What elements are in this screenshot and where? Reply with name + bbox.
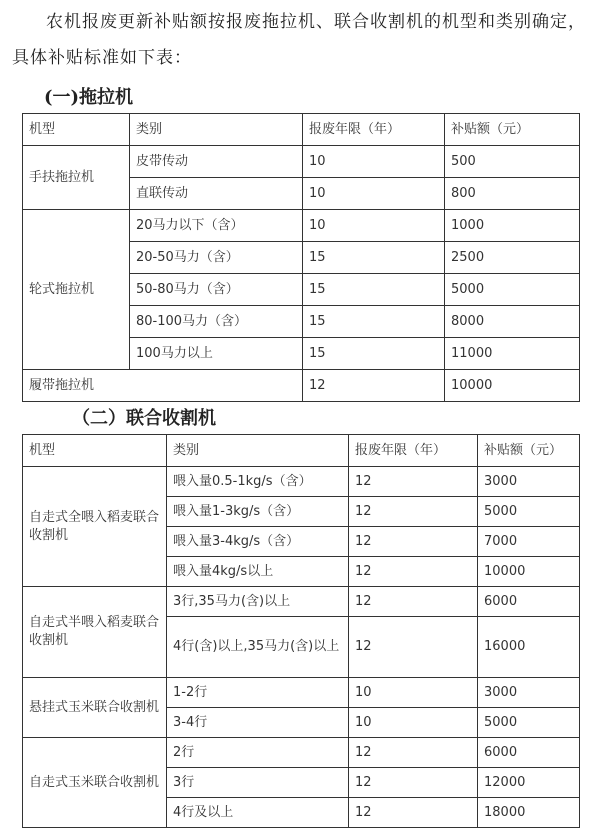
tractor-subsidy-table	[22, 113, 580, 402]
table-header-row	[23, 114, 580, 146]
model-cell: 履带拖拉机	[23, 370, 303, 402]
subsidy-cell: 3000	[478, 467, 580, 497]
category-cell: 80-100马力（含）	[130, 306, 303, 338]
years-cell: 12	[349, 768, 478, 798]
years-cell: 10	[349, 678, 478, 708]
category-cell: 喂入量0.5-1kg/s（含）	[167, 467, 349, 497]
years-cell: 12	[349, 467, 478, 497]
years-cell: 12	[349, 587, 478, 617]
tractor-section-title: (一)拖拉机	[44, 87, 134, 108]
category-cell: 2行	[167, 738, 349, 768]
subsidy-cell: 11000	[445, 338, 580, 370]
category-cell: 3行	[167, 768, 349, 798]
table-header-row	[23, 435, 580, 467]
subsidy-cell: 1000	[445, 210, 580, 242]
years-cell: 15	[303, 274, 445, 306]
years-cell: 15	[303, 306, 445, 338]
subsidy-cell: 10000	[478, 557, 580, 587]
table-row	[23, 210, 580, 242]
category-cell: 4行及以上	[167, 798, 349, 828]
table-row	[23, 678, 580, 708]
harvester-subsidy-table	[22, 434, 580, 828]
subsidy-cell: 7000	[478, 527, 580, 557]
header-model: 机型	[23, 114, 130, 146]
model-cell: 手扶拖拉机	[23, 146, 130, 210]
category-cell: 3-4行	[167, 708, 349, 738]
table-row	[23, 738, 580, 768]
years-cell: 12	[349, 557, 478, 587]
harvester-section-title: （二）联合收割机	[72, 408, 216, 429]
years-cell: 12	[349, 617, 478, 678]
model-cell: 自走式半喂入稻麦联合收割机	[23, 587, 167, 678]
subsidy-cell: 5000	[478, 708, 580, 738]
intro-paragraph: 农机报废更新补贴额按报废拖拉机、联合收割机的机型和类别确定，具体补贴标准如下表：	[12, 12, 586, 68]
subsidy-cell: 3000	[478, 678, 580, 708]
model-cell: 悬挂式玉米联合收割机	[23, 678, 167, 738]
category-cell: 20马力以下（含）	[130, 210, 303, 242]
header-category: 类别	[130, 114, 303, 146]
years-cell: 12	[349, 497, 478, 527]
category-cell: 直联传动	[130, 178, 303, 210]
years-cell: 12	[349, 738, 478, 768]
header-years: 报废年限（年）	[303, 114, 445, 146]
model-cell: 轮式拖拉机	[23, 210, 130, 370]
years-cell: 10	[303, 178, 445, 210]
header-years: 报废年限（年）	[349, 435, 478, 467]
category-cell: 皮带传动	[130, 146, 303, 178]
table-row	[23, 146, 580, 178]
header-subsidy: 补贴额（元）	[445, 114, 580, 146]
subsidy-cell: 5000	[478, 497, 580, 527]
subsidy-cell: 6000	[478, 738, 580, 768]
subsidy-cell: 800	[445, 178, 580, 210]
category-cell: 喂入量4kg/s以上	[167, 557, 349, 587]
years-cell: 10	[349, 708, 478, 738]
years-cell: 12	[303, 370, 445, 402]
category-cell: 100马力以上	[130, 338, 303, 370]
subsidy-cell: 500	[445, 146, 580, 178]
years-cell: 15	[303, 338, 445, 370]
subsidy-cell: 8000	[445, 306, 580, 338]
category-cell: 4行(含)以上,35马力(含)以上	[167, 617, 349, 678]
table-row	[23, 587, 580, 617]
subsidy-cell: 5000	[445, 274, 580, 306]
subsidy-cell: 12000	[478, 768, 580, 798]
subsidy-cell: 2500	[445, 242, 580, 274]
years-cell: 12	[349, 798, 478, 828]
header-model: 机型	[23, 435, 167, 467]
years-cell: 10	[303, 210, 445, 242]
category-cell: 3行,35马力(含)以上	[167, 587, 349, 617]
subsidy-cell: 16000	[478, 617, 580, 678]
model-cell: 自走式全喂入稻麦联合收割机	[23, 467, 167, 587]
category-cell: 喂入量1-3kg/s（含）	[167, 497, 349, 527]
years-cell: 12	[349, 527, 478, 557]
table-row	[23, 370, 580, 402]
category-cell: 20-50马力（含）	[130, 242, 303, 274]
table-row	[23, 467, 580, 497]
subsidy-cell: 10000	[445, 370, 580, 402]
subsidy-cell: 6000	[478, 587, 580, 617]
category-cell: 喂入量3-4kg/s（含）	[167, 527, 349, 557]
header-subsidy: 补贴额（元）	[478, 435, 580, 467]
model-cell: 自走式玉米联合收割机	[23, 738, 167, 828]
subsidy-cell: 18000	[478, 798, 580, 828]
years-cell: 15	[303, 242, 445, 274]
header-category: 类别	[167, 435, 349, 467]
category-cell: 50-80马力（含）	[130, 274, 303, 306]
years-cell: 10	[303, 146, 445, 178]
category-cell: 1-2行	[167, 678, 349, 708]
